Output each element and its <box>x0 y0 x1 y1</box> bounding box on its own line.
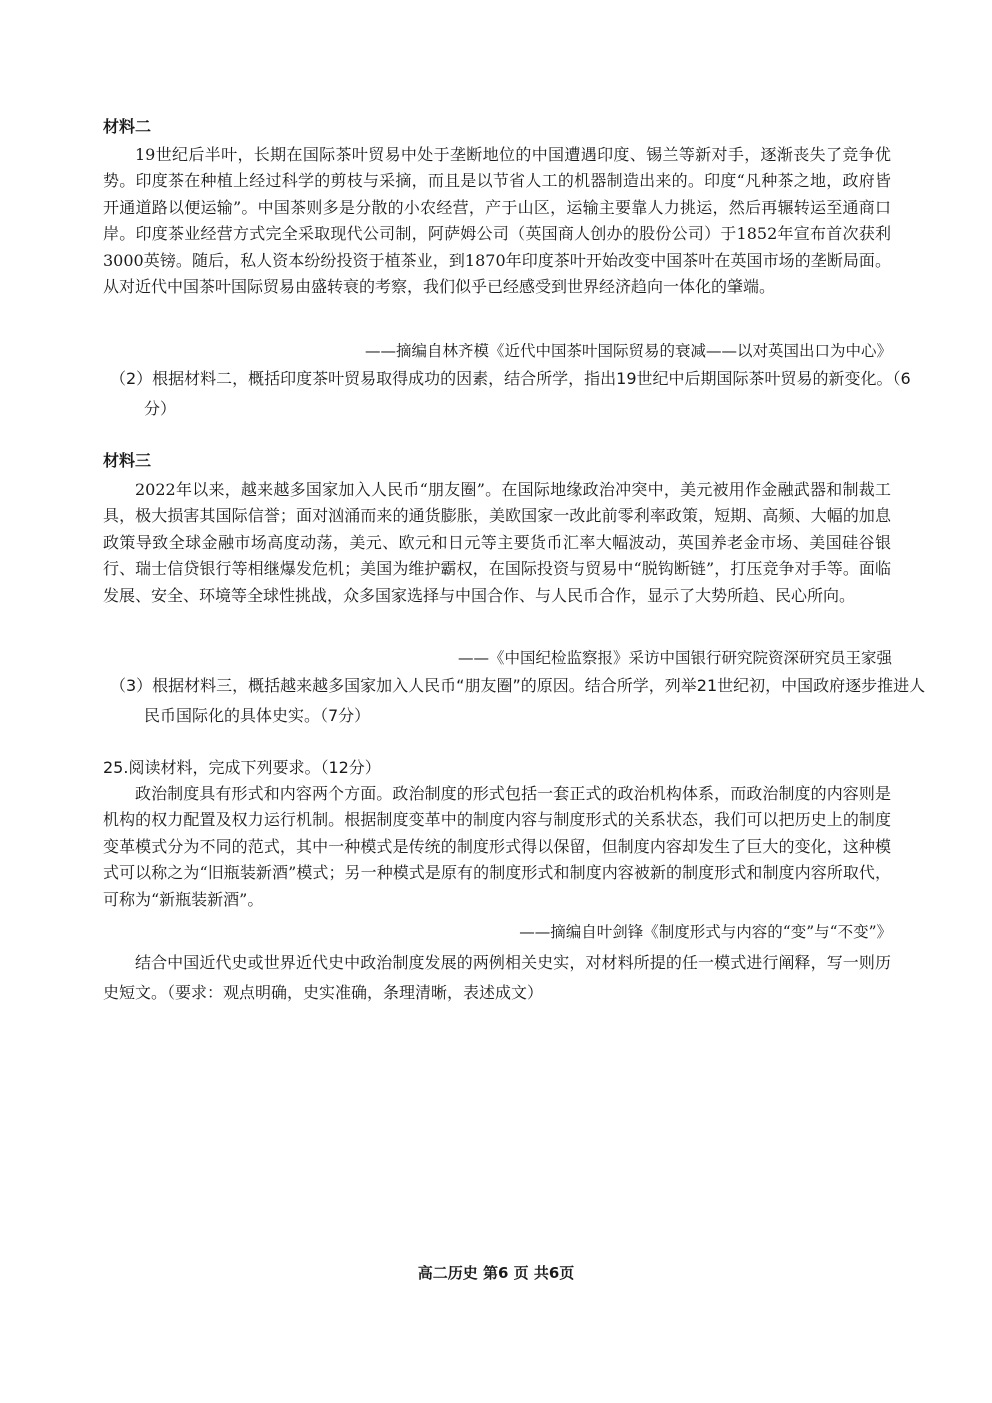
material-3-paragraph: 2022年以来，越来越多国家加入人民币“朋友圈”。在国际地缘政治冲突中，美元被用作金融武器和制裁工具，极大损害其国际信誉；面对汹涌而来的通货膨胀，美欧国家一改此前零利率政策，短期、高频、大幅的加息政策导致全球金融市场高度动荡，美元、欧元和日元等主要货币汇率大幅波动，英国养老金市场、美国硅谷银行、瑞士信贷银行等相继爆发危机；美国为维护霸权，在国际投资与贸易中“脱钩断链”，打压竞争对手等。面临发展、安全、环境等全球性挑战，众多国家选择与中国合作、与人民币合作，显示了大势所趋、民心所向。 <box>103 480 891 605</box>
material-2-paragraph: 19世纪后半叶，长期在国际茶叶贸易中处于垄断地位的中国遭遇印度、锡兰等新对手，逐渐丧失了竞争优势。印度茶在种植上经过科学的剪枝与采摘，而且是以节省人工的机器制造出来的。印度“凡种茶之地，政府皆开通道路以便运输”。中国茶则多是分散的小农经营，产于山区，运输主要靠人力挑运，然后再辗转运至通商口岸。印度茶业经营方式完全采取现代公司制，阿萨姆公司（英国商人创办的股份公司）于1852年宣布首次获利3000英镑。随后，私人资本纷纷投资于植茶业，到1870年印度茶叶开始改变中国茶叶在英国市场的垄断局面。从对近代中国茶叶国际贸易由盛转衰的考察，我们似乎已经感受到世界经济趋向一体化的肇端。 <box>103 145 891 297</box>
question-2: （2）根据材料二，概括印度茶叶贸易取得成功的因素，结合所学，指出19世纪中后期国际茶叶贸易的新变化。（6分） <box>110 369 911 418</box>
page-footer: 高二历史 第6 页 共6页 <box>417 1264 575 1282</box>
question-25-title: 25.阅读材料，完成下列要求。（12分） <box>103 758 381 777</box>
material-2-heading: 材料二 <box>103 117 152 136</box>
question-25-citation: ——摘编自叶剑锋《制度形式与内容的“变”与“不变”》 <box>519 923 892 941</box>
material-2-citation: ——摘编自林齐模《近代中国茶叶国际贸易的衰减——以对英国出口为中心》 <box>364 342 892 360</box>
material-3-heading: 材料三 <box>103 451 152 470</box>
question-25-paragraph: 政治制度具有形式和内容两个方面。政治制度的形式包括一套正式的政治机构体系，而政治制度的内容则是机构的权力配置及权力运行机制。根据制度变革中的制度内容与制度形式的关系状态，我们可以把历史上的制度变革模式分为不同的范式，其中一种模式是传统的制度形式得以保留，但制度内容却发生了巨大的变化，这种模式可以称之为“旧瓶装新酒”模式；另一种模式是原有的制度形式和制度内容被新的制度形式和制度内容所取代，可称为“新瓶装新酒”。 <box>103 784 891 909</box>
question-25-task: 结合中国近代史或世界近代史中政治制度发展的两例相关史实，对材料所提的任一模式进行阐释，写一则历史短文。（要求：观点明确，史实准确，条理清晰，表述成文） <box>103 953 891 1002</box>
question-3: （3）根据材料三，概括越来越多国家加入人民币“朋友圈”的原因。结合所学，列举21世纪初，中国政府逐步推进人民币国际化的具体史实。（7分） <box>110 676 926 725</box>
material-3-citation: ——《中国纪检监察报》采访中国银行研究院资深研究员王家强 <box>457 649 892 667</box>
